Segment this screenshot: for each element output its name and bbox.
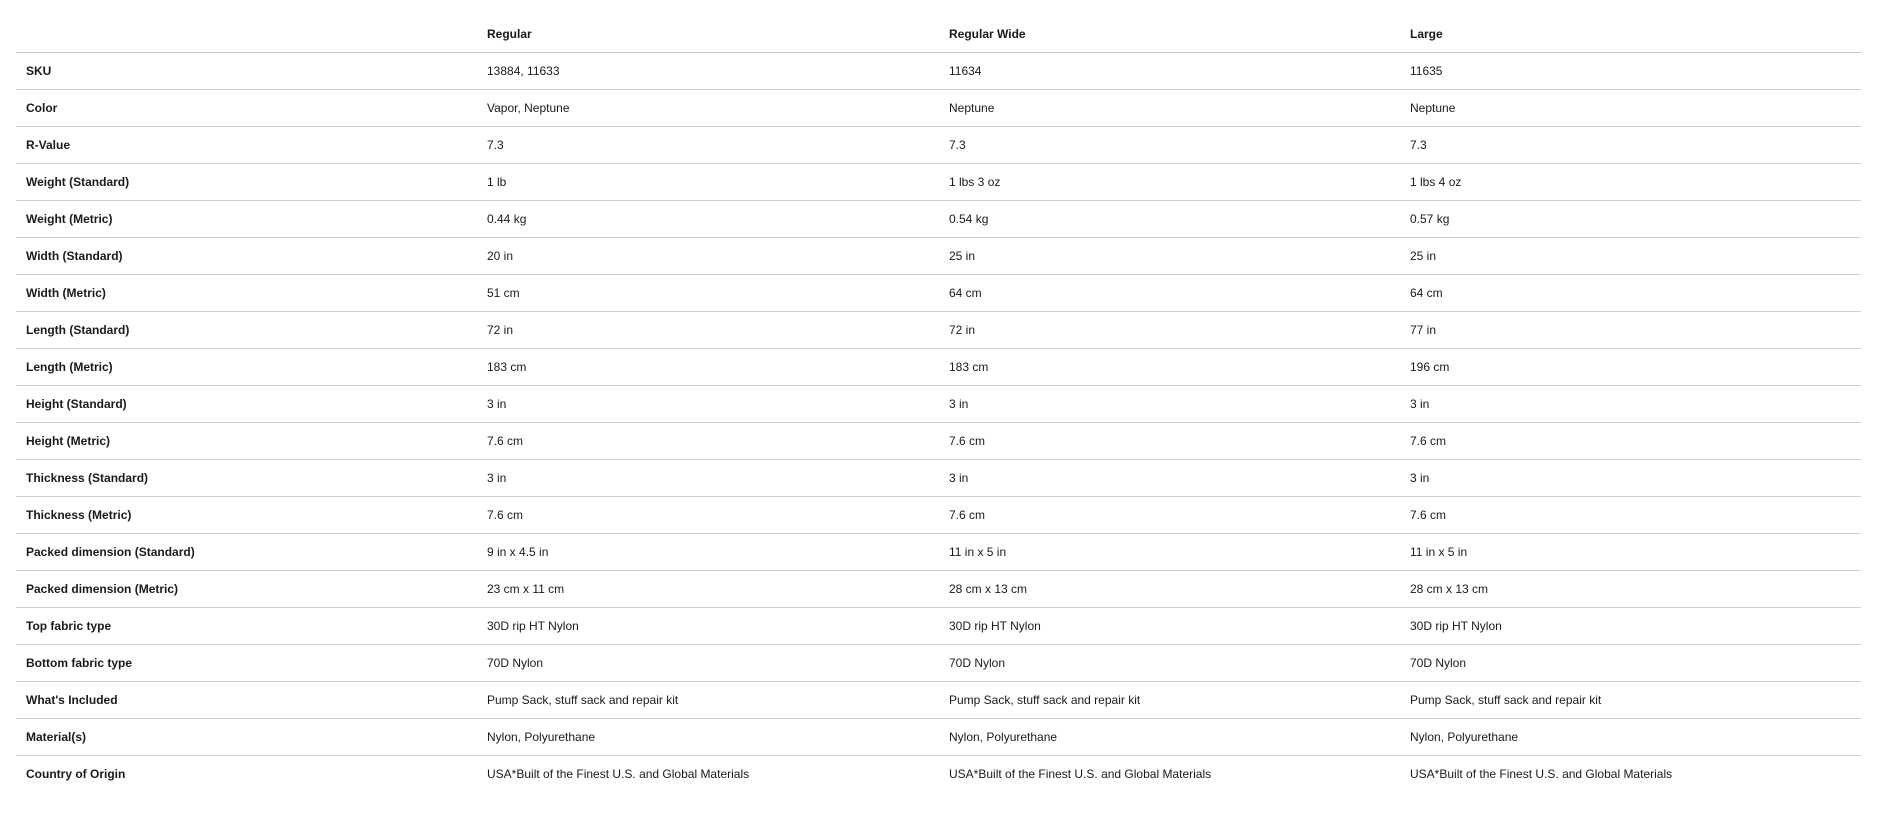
cell-value: 196 cm <box>1400 349 1861 386</box>
cell-value: Nylon, Polyurethane <box>1400 719 1861 756</box>
table-row <box>16 645 1861 682</box>
cell-value: 7.6 cm <box>477 497 939 534</box>
header-cell-regular: Regular <box>477 16 939 53</box>
cell-value: 51 cm <box>477 275 939 312</box>
cell-value: 64 cm <box>1400 275 1861 312</box>
table-row <box>16 571 1861 608</box>
row-label: Width (Standard) <box>16 238 477 275</box>
cell-value: 70D Nylon <box>477 645 939 682</box>
cell-value: 0.57 kg <box>1400 201 1861 238</box>
table-row <box>16 53 1861 90</box>
row-label: Thickness (Standard) <box>16 460 477 497</box>
spec-table-body <box>16 53 1861 793</box>
cell-value: Vapor, Neptune <box>477 90 939 127</box>
cell-value: 3 in <box>477 386 939 423</box>
cell-value: 3 in <box>939 460 1400 497</box>
table-row <box>16 756 1861 793</box>
table-row <box>16 497 1861 534</box>
cell-value: USA*Built of the Finest U.S. and Global Materials <box>949 767 1212 781</box>
cell-value: Neptune <box>939 90 1400 127</box>
header-cell-large: Large <box>1400 16 1861 53</box>
cell-value: 13884, 11633 <box>477 53 939 90</box>
cell-value: 7.6 cm <box>1400 423 1861 460</box>
cell-value: 183 cm <box>477 349 939 386</box>
cell-value: 9 in x 4.5 in <box>477 534 939 571</box>
row-label: Packed dimension (Metric) <box>16 571 477 608</box>
table-row <box>16 275 1861 312</box>
row-label: Height (Standard) <box>16 386 477 423</box>
cell-value: Pump Sack, stuff sack and repair kit <box>1400 682 1861 719</box>
table-row <box>16 460 1861 497</box>
cell-value: Neptune <box>1400 90 1861 127</box>
cell-value: 7.3 <box>1400 127 1861 164</box>
row-label: R-Value <box>16 127 477 164</box>
table-row <box>16 349 1861 386</box>
row-label: Height (Metric) <box>16 423 477 460</box>
row-label: Length (Standard) <box>16 312 477 349</box>
table-row <box>16 127 1861 164</box>
cell-value: 7.6 cm <box>939 423 1400 460</box>
cell-value: 72 in <box>477 312 939 349</box>
table-row <box>16 312 1861 349</box>
row-label: Bottom fabric type <box>16 645 477 682</box>
row-label: Weight (Standard) <box>16 164 477 201</box>
table-row <box>16 164 1861 201</box>
cell-value: USA*Built of the Finest U.S. and Global Materials <box>1410 767 1673 781</box>
row-label: Country of Origin <box>26 767 126 781</box>
cell-value: 3 in <box>1400 460 1861 497</box>
cell-value: 1 lbs 3 oz <box>939 164 1400 201</box>
cell-value: 70D Nylon <box>939 645 1400 682</box>
header-row <box>16 16 1861 53</box>
cell-value: USA*Built of the Finest U.S. and Global Materials <box>487 767 750 781</box>
cell-value: 64 cm <box>939 275 1400 312</box>
row-label: Thickness (Metric) <box>16 497 477 534</box>
cell-value: 0.44 kg <box>477 201 939 238</box>
cell-value: 20 in <box>477 238 939 275</box>
cell-value: 7.6 cm <box>1400 497 1861 534</box>
cell-value: 28 cm x 13 cm <box>1400 571 1861 608</box>
row-label: What's Included <box>16 682 477 719</box>
spec-table <box>16 16 1861 792</box>
row-label: Color <box>16 90 477 127</box>
table-row <box>16 423 1861 460</box>
cell-value: 11 in x 5 in <box>939 534 1400 571</box>
cell-value: 7.6 cm <box>939 497 1400 534</box>
header-cell-blank <box>16 16 477 53</box>
table-row <box>16 608 1861 645</box>
spec-table-container <box>16 16 1861 792</box>
table-row <box>16 719 1861 756</box>
row-label: Top fabric type <box>16 608 477 645</box>
cell-value: 25 in <box>1400 238 1861 275</box>
cell-value: 7.3 <box>477 127 939 164</box>
cell-value: 30D rip HT Nylon <box>477 608 939 645</box>
cell-value: 1 lb <box>477 164 939 201</box>
table-row <box>16 201 1861 238</box>
row-label: Weight (Metric) <box>16 201 477 238</box>
row-label: Material(s) <box>16 719 477 756</box>
row-label: Length (Metric) <box>16 349 477 386</box>
cell-value: 7.3 <box>939 127 1400 164</box>
cell-value: 30D rip HT Nylon <box>1400 608 1861 645</box>
row-label: Packed dimension (Standard) <box>16 534 477 571</box>
table-row <box>16 534 1861 571</box>
row-label: Width (Metric) <box>16 275 477 312</box>
cell-value: 25 in <box>939 238 1400 275</box>
cell-value: 183 cm <box>939 349 1400 386</box>
cell-value: 28 cm x 13 cm <box>939 571 1400 608</box>
table-row <box>16 238 1861 275</box>
cell-value: Pump Sack, stuff sack and repair kit <box>477 682 939 719</box>
cell-value: 3 in <box>477 460 939 497</box>
header-cell-regular-wide: Regular Wide <box>939 16 1400 53</box>
cell-value: 0.54 kg <box>939 201 1400 238</box>
row-label: SKU <box>16 53 477 90</box>
spec-table-header <box>16 16 1861 53</box>
cell-value: 11635 <box>1400 53 1861 90</box>
cell-value: 11634 <box>939 53 1400 90</box>
table-row <box>16 386 1861 423</box>
cell-value: 77 in <box>1400 312 1861 349</box>
cell-value: 3 in <box>939 386 1400 423</box>
cell-value: Nylon, Polyurethane <box>939 719 1400 756</box>
table-row <box>16 682 1861 719</box>
cell-value: 11 in x 5 in <box>1400 534 1861 571</box>
cell-value: 23 cm x 11 cm <box>477 571 939 608</box>
cell-value: 7.6 cm <box>477 423 939 460</box>
table-row <box>16 90 1861 127</box>
cell-value: 70D Nylon <box>1400 645 1861 682</box>
cell-value: 3 in <box>1400 386 1861 423</box>
cell-value: 30D rip HT Nylon <box>939 608 1400 645</box>
cell-value: Pump Sack, stuff sack and repair kit <box>939 682 1400 719</box>
cell-value: 72 in <box>939 312 1400 349</box>
cell-value: 1 lbs 4 oz <box>1400 164 1861 201</box>
cell-value: Nylon, Polyurethane <box>477 719 939 756</box>
